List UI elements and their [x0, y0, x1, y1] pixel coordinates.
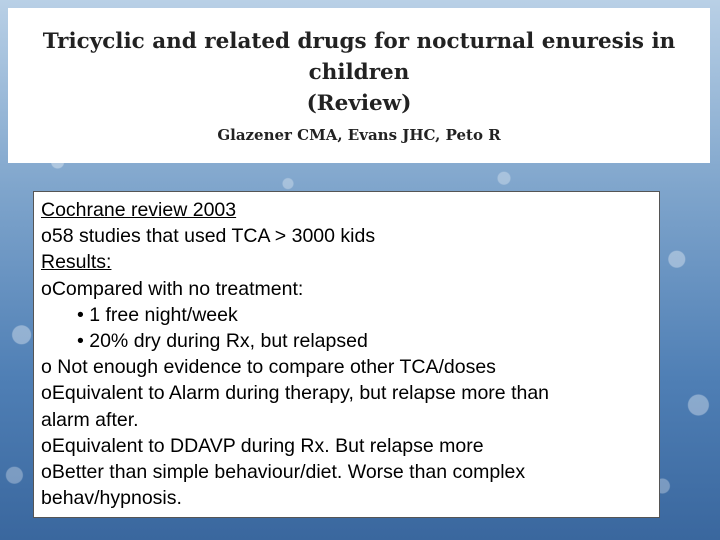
review-title-line2: (Review)	[306, 91, 412, 116]
summary-text-box	[33, 191, 660, 518]
behaviour-item-continued: behav/hypnosis.	[41, 487, 182, 510]
alarm-item-continued: alarm after.	[41, 408, 139, 431]
sub-bullet-item: • 1 free night/week	[77, 303, 238, 326]
review-authors: Glazener CMA, Evans JHC, Peto R	[217, 126, 501, 144]
results-heading: Results:	[41, 251, 112, 274]
comparison-item: oCompared with no treatment:	[41, 277, 304, 300]
studies-item: o58 studies that used TCA > 3000 kids	[41, 225, 376, 248]
sub-bullet-item: • 20% dry during Rx, but relapsed	[77, 330, 368, 353]
alarm-item: oEquivalent to Alarm during therapy, but relapse more than	[41, 382, 550, 405]
source-heading: Cochrane review 2003	[41, 199, 237, 221]
review-title	[8, 26, 710, 119]
ddavp-item: oEquivalent to DDAVP during Rx. But relapse more	[41, 434, 484, 457]
review-title-line1: Tricyclic and related drugs for nocturnal enuresis in children	[42, 29, 676, 85]
evidence-item: o Not enough evidence to compare other TCA/doses	[41, 356, 496, 379]
behaviour-item: oBetter than simple behaviour/diet. Worse than complex	[41, 461, 526, 484]
review-header-image	[8, 8, 710, 163]
